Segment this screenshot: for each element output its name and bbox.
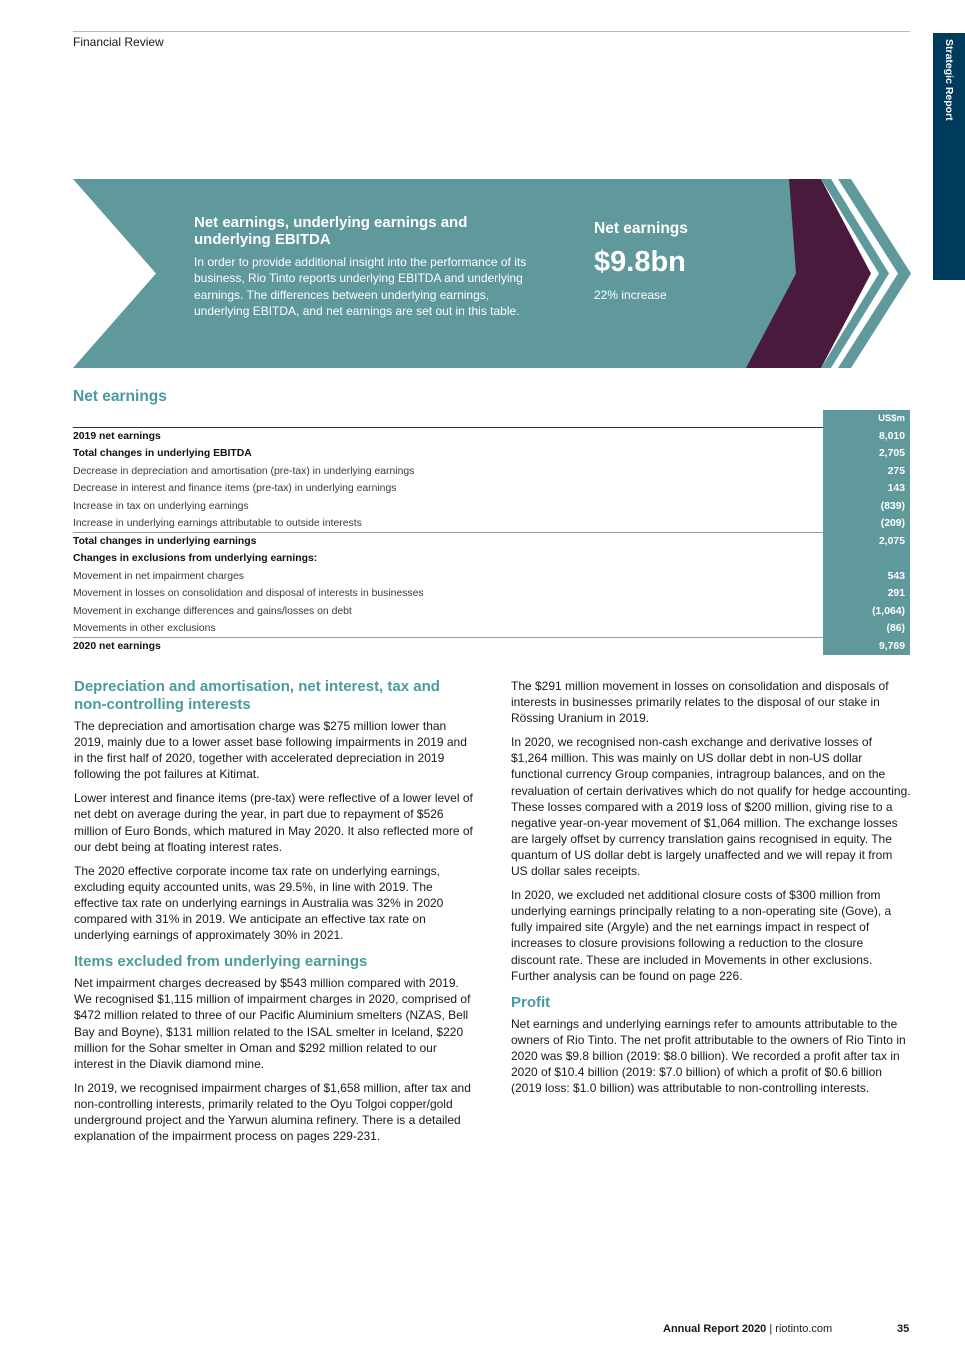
page-number: 35 [897,1323,910,1335]
table-row [73,445,910,463]
table-header [73,410,910,428]
row-label: Total changes in underlying earnings [73,535,257,547]
row-value: 2,705 [878,448,905,459]
paragraph: In 2019, we recognised impairment charges of $1,658 million, after tax and non-controlling interests, primarily related to the Oyu Tolgoi copper/gold underground project and the Yarwun alumina refinery. There is a detailed explanation of the impairment process on pages 229-231. [74,1080,471,1144]
row-value: 8,010 [878,430,905,442]
table-row [73,498,910,516]
heading-profit: Profit [511,993,551,1011]
unit-header: US$m [878,413,905,424]
row-value: (1,064) [872,605,905,617]
highlight-banner [73,179,913,368]
table-row [73,620,910,638]
table-row [73,585,910,603]
table-row [73,550,910,568]
footer-report [663,1323,832,1335]
table-row [73,638,910,656]
table-row [73,603,910,621]
table-title: Net earnings [73,388,167,405]
banner-metric-label: Net earnings [594,220,688,237]
table-row [73,463,910,481]
row-value: (209) [880,518,905,529]
side-tab[interactable] [933,33,965,280]
paragraph: The $291 million movement in losses on consolidation and disposals of interests in businesses primarily relates to the disposal of our stake in Rössing Uranium in 2019. [511,679,889,726]
section-label: Financial Review [73,35,164,49]
banner-metric-value: $9.8bn [594,246,686,278]
footer-separator: | [766,1323,776,1335]
row-label: Decrease in interest and finance items (pre-tax) in underlying earnings [73,483,397,494]
row-label: Increase in underlying earnings attributable to outside interests [73,518,362,529]
table-row [73,480,910,498]
footer-report-title: Annual Report 2020 [663,1323,767,1335]
right-column [511,678,911,1104]
paragraph: Net impairment charges decreased by $543 million compared with 2019. We recognised $1,115 million of impairment charges in 2020, comprised of $472 million related to three of our Pacific Aluminium smelters (NZAS, Bell Bay and Boyne), $131 million related to the ISAL smelter in Iceland, $220 million for the Sohar smelter in Oman and $292 million related to our interest in the Diavik diamond mine. [74,976,471,1071]
row-value: 291 [887,588,905,599]
table-row [73,515,910,533]
paragraph: In 2020, we excluded net additional closure costs of $300 million from underlying earnings principally relating to a non-operating site (Gove), a fully impaired site (Argyle) and the net earnings impact in respect of increases to closure provisions following a reduction to the closure discount rate. These are included in Movements in other exclusions. Further analysis can be found on page 226. [511,888,892,983]
table-row [73,568,910,586]
paragraph: Net earnings and underlying earnings refer to amounts attributable to the owners of Rio Tinto. The net profit attributable to the owners of Rio Tinto in 2020 was $9.8 billion (2019: $8.0 billion). We recorded a profit after tax in 2020 of $10.4 billion (2019: $7.0 billion) of which a profit of $0.6 billion (2019 loss: $1.0 billion) was attributable to non-controlling interests. [511,1016,906,1096]
row-label: Increase in tax on underlying earnings [73,500,249,512]
row-label: Decrease in depreciation and amortisation (pre-tax) in underlying earnings [73,465,415,477]
paragraph: Lower interest and finance items (pre-tax) were reflective of a lower level of net debt on average during the year, in part due to repayment of $526 million of Euro Bonds, which matured in May 2020. It also reflected more of our debt being at floating interest rates. [74,791,473,854]
banner-title: Net earnings, underlying earnings and underlying EBITDA [194,214,468,248]
row-label: Movements in other exclusions [73,623,216,634]
footer-site-link[interactable]: riotinto.com [775,1323,833,1335]
row-value: (86) [886,623,905,634]
row-label: Movement in losses on consolidation and disposal of interests in businesses [73,588,424,599]
paragraph: The depreciation and amortisation charge was $275 million lower than 2019, mainly due to a lower asset base following impairments in 2019 and in the first half of 2020, together with accelerated depreciation in 2019 following the pot failures at Kitimat. [74,719,467,782]
row-value: 2,075 [878,535,905,547]
row-label: Movement in net impairment charges [73,570,244,582]
header-rule [73,31,910,32]
row-label: Changes in exclusions from underlying earnings: [73,553,318,564]
row-label: Total changes in underlying EBITDA [73,448,252,459]
side-tab-label: Strategic Report [943,39,955,121]
row-label: 2019 net earnings [73,430,161,442]
table-row [73,533,910,551]
left-column [74,678,476,1152]
paragraph: The 2020 effective corporate income tax rate on underlying earnings, excluding equity accounted units, was 29.5%, in line with 2019. The effective tax rate on underlying earnings in Australia was 32% in 2020 compared with 31% in 2019. We anticipate an effective tax rate on underlying earnings of approximately 30% in 2021. [74,863,444,943]
heading-excluded-items: Items excluded from underlying earnings [74,953,368,971]
paragraph: In 2020, we recognised non-cash exchange and derivative losses of $1,264 million. This was mainly on US dollar debt in non-US dollar functional currency Group companies, intragroup balances, and on the revaluation of certain derivatives which do not qualify for hedge accounting. These losses compared with a 2019 loss of $200 million, giving rise to a negative year-on-year movement of $1,064 million. The exchange losses are largely offset by currency translation gains recognised in equity. The quantum of US dollar debt is largely unaffected and we will repay it from US dollar sales receipts. [511,735,911,879]
row-label: Movement in exchange differences and gains/losses on debt [73,605,352,617]
banner-text: In order to provide additional insight into the performance of its business, Rio Tinto reports underlying EBITDA and underlying earnings. The differences between underlying earnings, underlying EBITDA, and net earnings are set out in this table. [194,255,527,318]
row-value: 9,769 [878,640,905,652]
banner-metric-note: 22% increase [594,288,667,302]
heading-depreciation: Depreciation and amortisation, net interest, tax and non-controlling interests [74,678,440,713]
row-value: (839) [880,500,905,512]
row-value: 543 [887,570,905,582]
row-value: 275 [887,465,905,477]
row-value: 143 [887,483,905,494]
row-label: 2020 net earnings [73,640,161,652]
table-row [73,428,910,446]
